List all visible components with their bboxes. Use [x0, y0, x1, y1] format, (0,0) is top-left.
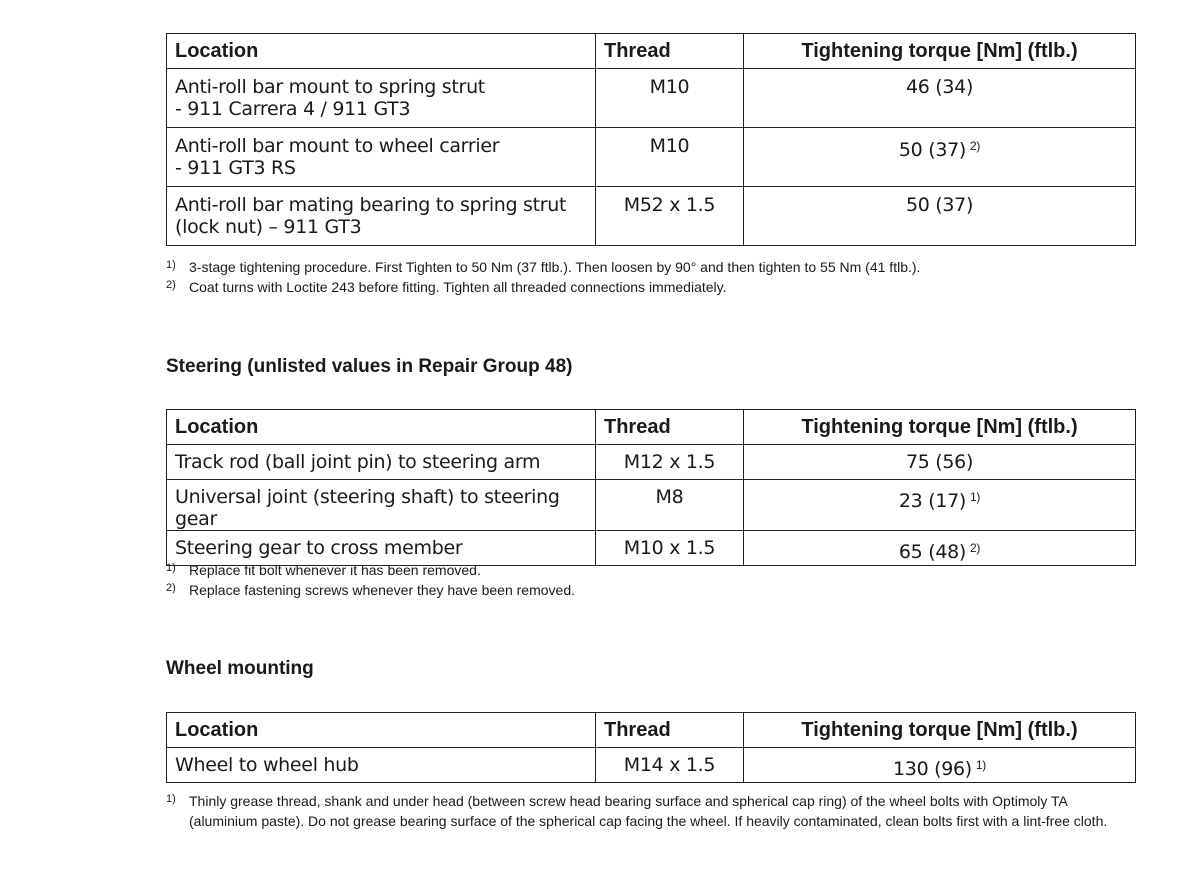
location-cell	[167, 187, 596, 246]
column-header-torque: Tightening torque [Nm] (ftlb.)	[744, 713, 1136, 748]
section-heading-wheel-mounting: Wheel mounting	[166, 658, 314, 679]
location-cell: Track rod (ball joint pin) to steering arm	[167, 445, 596, 480]
thread-cell: M10	[596, 128, 744, 187]
footnote	[166, 791, 1126, 831]
torque-value: 65 (48)	[898, 541, 967, 563]
location-line: (lock nut) – 911 GT3	[175, 216, 362, 238]
steering-torque-table	[166, 409, 1136, 566]
table-row	[167, 128, 1136, 187]
footnote	[166, 277, 1126, 297]
footnote	[166, 560, 1126, 580]
footnote	[166, 257, 1126, 277]
footnote-text: Replace fit bolt whenever it has been removed.	[189, 562, 481, 578]
torque-cell	[744, 445, 1136, 480]
table-row	[167, 748, 1136, 783]
footnote-marker: 1)	[166, 259, 176, 271]
location-cell: Steering gear to cross member	[167, 531, 596, 566]
table-row	[167, 445, 1136, 480]
thread-cell: M10	[596, 69, 744, 128]
footnote-text: Replace fastening screws whenever they have been removed.	[189, 582, 575, 598]
column-header-torque: Tightening torque [Nm] (ftlb.)	[744, 34, 1136, 69]
location-cell	[167, 69, 596, 128]
location-cell: Wheel to wheel hub	[167, 748, 596, 783]
footnote-text: Coat turns with Loctite 243 before fitting. Tighten all threaded connections immediately.	[189, 279, 727, 295]
footnote-ref: 2)	[970, 541, 981, 555]
footnote-ref: 1)	[975, 758, 986, 772]
location-line: Anti-roll bar mount to wheel carrier	[175, 135, 500, 157]
table-header-row	[167, 410, 1136, 445]
location-cell: Universal joint (steering shaft) to steering gear	[167, 480, 596, 531]
footnote-marker: 2)	[166, 582, 176, 594]
torque-cell	[744, 748, 1136, 783]
torque-cell	[744, 128, 1136, 187]
footnotes-steering	[166, 560, 1126, 600]
torque-cell	[744, 480, 1136, 531]
table-row	[167, 480, 1136, 531]
footnotes-wheel-mounting	[166, 791, 1126, 831]
column-header-thread: Thread	[596, 713, 744, 748]
column-header-thread: Thread	[596, 410, 744, 445]
column-header-location: Location	[167, 713, 596, 748]
footnote-ref: 2)	[970, 139, 981, 153]
location-line: Anti-roll bar mating bearing to spring strut	[175, 194, 567, 216]
torque-value: 130 (96)	[893, 758, 972, 780]
footnote-marker: 1)	[166, 793, 176, 805]
thread-cell: M14 x 1.5	[596, 748, 744, 783]
thread-cell: M52 x 1.5	[596, 187, 744, 246]
torque-cell	[744, 69, 1136, 128]
footnote-marker: 1)	[166, 562, 176, 574]
footnote	[166, 580, 1126, 600]
table-row	[167, 187, 1136, 246]
torque-value: 23 (17)	[898, 490, 967, 512]
column-header-torque: Tightening torque [Nm] (ftlb.)	[744, 410, 1136, 445]
footnote-text: 3-stage tightening procedure. First Tighten to 50 Nm (37 ftlb.). Then loosen by 90° and then tighten to 55 Nm (41 ftlb.).	[189, 259, 921, 275]
torque-value: 50 (37)	[898, 139, 967, 161]
thread-cell: M8	[596, 480, 744, 531]
torque-cell	[744, 187, 1136, 246]
table-row	[167, 69, 1136, 128]
footnote-ref: 1)	[970, 490, 981, 504]
footnote-text: Thinly grease thread, shank and under head (between screw head bearing surface and spherical cap ring) of the wheel bolts with Optimoly TA (aluminium paste). Do not grease bearing surface of the spherical cap facing the wheel. If heavily contaminated, clean bolts first with a lint-free cloth.	[189, 793, 1108, 829]
anti-roll-bar-torque-table	[166, 33, 1136, 246]
footnotes-table1	[166, 257, 1126, 297]
location-line: Anti-roll bar mount to spring strut	[175, 76, 485, 98]
table-header-row	[167, 34, 1136, 69]
location-cell	[167, 128, 596, 187]
torque-value: 46 (34)	[905, 76, 974, 98]
torque-value: 50 (37)	[905, 194, 974, 216]
location-line: - 911 Carrera 4 / 911 GT3	[175, 98, 411, 120]
column-header-location: Location	[167, 410, 596, 445]
thread-cell: M12 x 1.5	[596, 445, 744, 480]
thread-cell: M10 x 1.5	[596, 531, 744, 566]
wheel-mounting-torque-table	[166, 712, 1136, 783]
table-header-row	[167, 713, 1136, 748]
footnote-marker: 2)	[166, 279, 176, 291]
section-heading-steering: Steering (unlisted values in Repair Group 48)	[166, 356, 573, 377]
location-line: - 911 GT3 RS	[175, 157, 296, 179]
torque-value: 75 (56)	[905, 451, 974, 473]
column-header-thread: Thread	[596, 34, 744, 69]
column-header-location: Location	[167, 34, 596, 69]
